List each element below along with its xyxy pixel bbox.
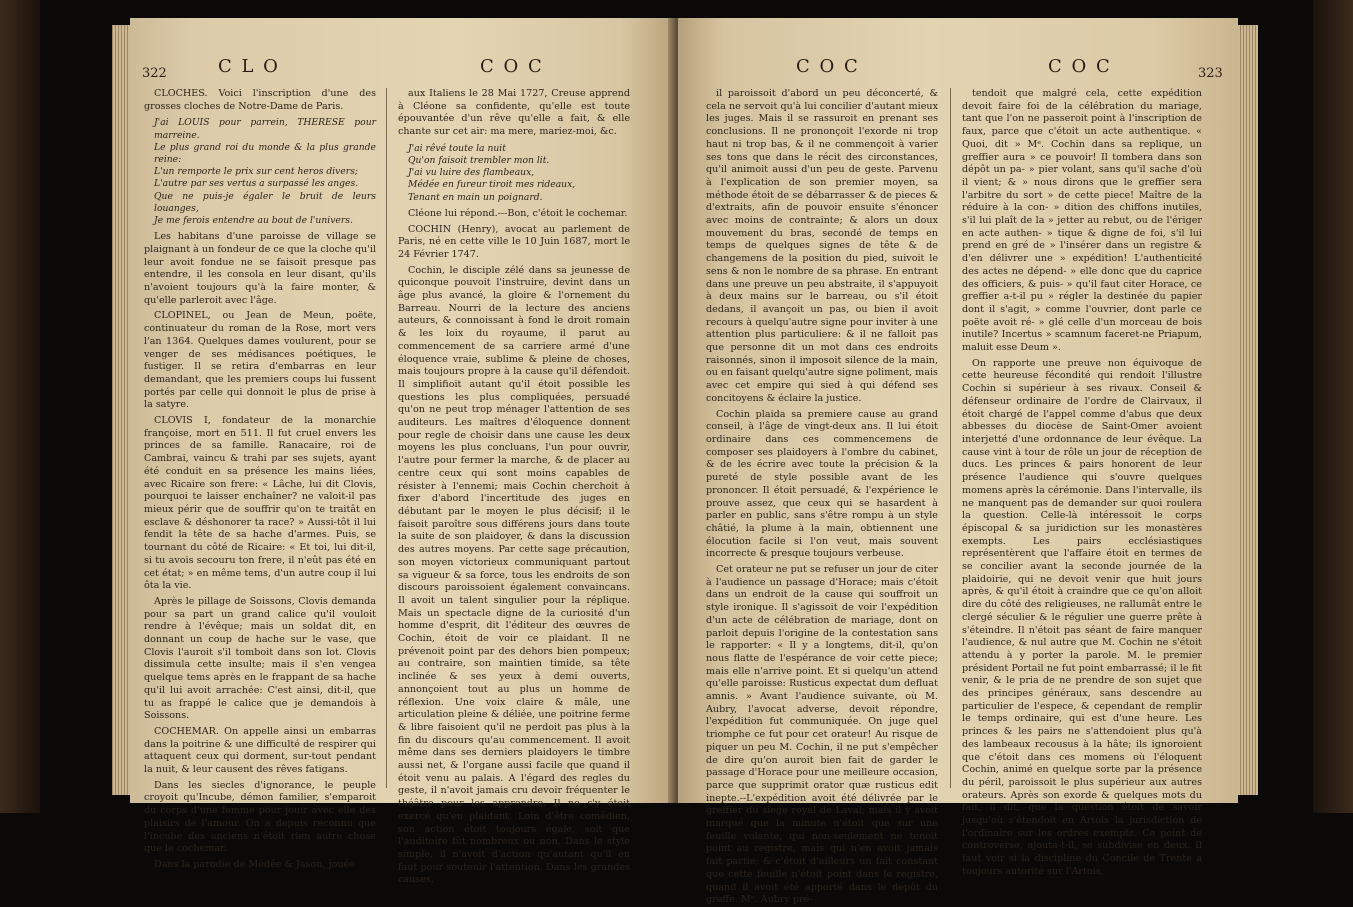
verse-line: Le plus grand roi du monde & la plus grande reine:: [154, 141, 376, 166]
paragraph: il paroissoit d'abord un peu déconcerté, & cela ne servoit qu'à lui concilier d'autant mieux les juges. Mais il se rassuroit en prenant ses conclusions. Il ne prononçoit l'exorde ni trop haut ni trop bas, & il ne commençoit à varier ses tons que dans le récit des circonstances, qu'il animoit aussi d'un peu de geste. Parvenu à l'explication de son premier moyen, sa méthode étoit de se débarrasser & de pieces & d'extraits, afin de pouvoir ensuite s'énoncer avec moins de contrainte; & alors un doux mouvement du bras, secondé de temps en temps de quelques signes de tête & de changemens de la position du pied, suivoit le sens & non le nombre de sa phrase. En entrant dans une preuve un peu abstraite, il s'appuyoit à deux mains sur le barreau, ou s'il étoit dedans, il avançoit un pas, ou bien il avoit recours à quelqu'autre signe pour inviter à une attention plus particuliere: & il ne falloit pas que personne dit un mot dans ces endroits raisonnés, sinon il imposoit silence de la main, ou en faisant quelqu'autre signe poliment, mais avec cet empire qui sied à qui défend ses concitoyens & éclaire la justice.: [706, 88, 938, 404]
verse-line: J'ai vu luire des flambeaux,: [408, 167, 535, 179]
paragraph: Cochin, le disciple zélé dans sa jeunesse de quiconque pouvoit l'instruire, devint dans un âge plus avancé, la gloire & l'ornement du Barreau. Nourri de la lecture des anciens auteurs, & connoissant à fond le droit romain & les loix du royaume, il parut au commencement de sa carriere armé d'une éloquence vraie, sublime & pleine de choses, mais toujours propre à la cause qu'il défendoit. Il simplifioit autant qu'il étoit possible les questions les plus compliquées, persuadé qu'on ne peut trop ménager l'attention de ses auditeurs. Les maîtres d'éloquence donnent pour regle de choisir dans une cause les deux moyens les plus concluans, l'un pour ouvrir, l'autre pour fermer la marche, & de placer au centre ceux qui sont moins capables de résister à l'ennemi; mais Cochin cherchoit à fixer d'abord l'incertitude des juges en débutant par le moyen le plus décisif; il le faisoit paroître sous différens jours dans toute la suite de son plaidoyer, & dans la discussion des autres moyens. Par cette sage précaution, son moyen victorieux communiquant partout sa vigueur & sa force, tous les endroits de son discours paroissoient également convaincans. Il avoit un talent singulier pour la réplique. Mais un spectacle digne de la curiosité d'un homme d'esprit, dit l'éditeur des œuvres de Cochin, étoit de voir ce plaidant. Il ne prévenoit point par des dehors bien pompeux; au contraire, son maintien timide, sa tête inclinée & ses yeux à demi ouverts, annonçoient tout au plus un homme de réflexion. Une voix claire & mâle, une articulation pleine & déliée, une poitrine ferme & libre faisoient qu'il ne perdoit pas plus à la fin du discours qu'au commencement. Il avoit même dans ses derniers plaidoyers le timbre aussi net, & l'organe aussi facile que quand il étoit venu au palais. A l'égard des regles du geste, il n'avoit jamais cru devoir fréquenter le théâtre pour les apprendre. Il ne s'y étoit exercé qu'en plaidant. Loin d'être comédien, son action étoit toujours égale, soit que l'auditoire fût nombreux ou non. Dans le style simple, il n'avoit d'action qu'autant qu'il en faut pour soutenir l'attention. Dans les grandes causes,: [398, 264, 630, 886]
column-rule: [386, 88, 387, 788]
verse-line: Médée en fureur tiroit mes rideaux,: [408, 179, 576, 191]
running-head-left: C O C: [796, 56, 860, 77]
left-binding: [0, 0, 40, 813]
verse-line: Que ne puis-je égaler le bruit de leurs louanges,: [154, 190, 376, 214]
paragraph: Dans les siecles d'ignorance, le peuple croyoit qu'Incube, démon familier, s'emparoit du corps d'une femme pour jouir avec elle des plaisirs de l'amour. On a depuis reconnu que l'incube des anciens n'étoit rien autre chose que le cochemar.: [144, 779, 376, 855]
right-page-column-2: [962, 88, 1202, 877]
entry-cloches: CLOCHES. Voici l'inscription d'une des grosses cloches de Notre-Dame de Paris.: [144, 88, 376, 112]
entry-clovis: CLOVIS I, fondateur de la monarchie françoise, mort en 511. Il fut cruel envers les princes de sa famille. Ranacaire, roi de Cambrai, vaincu & trahi par ses sujets, ayant été conduit en sa présence les mains liées, avec Ricaire son frere: « Lâche, lui dit Clovis, pourquoi te laisser enchaîner? ne valoit-il pas mieux périr que de souffrir qu'on te traitât en esclave & déshonorer ta race? » Aussi-tôt il lui fendit la tête de sa hache d'armes. Puis, se tournant du côté de Ricaire: « Et toi, lui dit-il, si tu avois secouru ton frere, il n'eût pas été en cet état; » en même tems, d'un autre coup il lui ôta la vie.: [144, 415, 376, 592]
verse-line: J'ai LOUIS pour parrein, THERESE pour marreine.: [154, 117, 376, 141]
running-head-right: C O C: [1048, 56, 1112, 77]
verse-line: L'un remporte le prix sur cent heros divers;: [154, 166, 359, 178]
paragraph: Les habitans d'une paroisse de village se plaignant à un fondeur de ce que la cloche qu'il leur avoit fondue ne se faisoit presque pas entendre, il les consola en leur disant, qu'ils n'avoient toujours qu'à la faire monter, & qu'elle parleroit avec l'âge.: [144, 231, 376, 306]
entry-clopinel: CLOPINEL, ou Jean de Meun, poëte, continuateur du roman de la Rose, mort vers l'an 1364. Quelques dames voulurent, pour se venger de ses médisances poétiques, le fustiger. Il se retira d'embarras en leur demandant, que les premiers coups lui fussent portés par celle qui donnoit le plus de prise à la satyre.: [144, 310, 376, 411]
right-page: [678, 18, 1238, 906]
entry-cochin: COCHIN (Henry), avocat au parlement de Paris, né en cette ville le 10 Juin 1687, mort le 24 Février 1747.: [398, 223, 630, 260]
page-number-right: 323: [1198, 66, 1223, 81]
page-number-left: 322: [142, 66, 167, 81]
right-page-edges: [1238, 25, 1258, 795]
left-page-column-1: [144, 88, 376, 870]
right-page-column-1: [706, 88, 938, 906]
paragraph: Cochin plaida sa premiere cause au grand conseil, à l'âge de vingt-deux ans. Il lui étoit ordinaire dans ces commencemens de composer ses plaidoyers à l'ombre du cabinet, & de les écrire avec toute la précision & la pureté de style possible avant de les prononcer. Il étoit persuadé, & l'expérience le prouve assez, que ceux qui se hasardent à parler en public, sans s'être rompu à un style châtié, la plume à la main, obtiennent une élocution facile si l'on veut, mais souvent incorrecte & presque toujours verbeuse.: [706, 408, 938, 560]
right-binding: [1313, 0, 1353, 813]
column-rule: [950, 88, 951, 788]
bell-inscription-verse: [154, 117, 376, 227]
verse-line: Tenant en main un poignard.: [408, 191, 543, 203]
paragraph: Dans la parodie de Médée & Jason, jouée: [154, 858, 355, 870]
left-page-column-2: [398, 88, 630, 886]
paragraph: aux Italiens le 28 Mai 1727, Creuse apprend à Cléone sa confidente, qu'elle est toute épouvantée d'un rêve qu'elle a fait, & elle chante sur cet air: ma mere, mariez-moi, &c.: [398, 88, 630, 138]
song-verse: [408, 143, 630, 204]
running-head-left: C L O: [218, 56, 280, 77]
verse-line: Qu'on faisoit trembler mon lit.: [408, 155, 550, 167]
paragraph: On rapporte une preuve non équivoque de cette heureuse fécondité qui rendoit l'illustre Cochin si supérieur à ses rivaux. Conseil & défenseur ordinaire de l'ordre de Clairvaux, il étoit chargé de l'appel comme d'abus que deux abbesses du diocèse de Saint-Omer avoient interjetté d'une ordonnance de leur évêque. La cause vint à tour de rôle un jour de réception de ducs. Les princes & pairs honorent de leur présence l'audience qui s'ouvre quelques momens après la cérémonie. Dans l'intervalle, ils ne manquent pas de demander sur quoi roulera la question. Celle-là intéressoit le corps épiscopal & sa juridiction sur les monastères exempts. Les pairs ecclésiastiques représentèrent que l'affaire étoit en termes de se concilier avant la seconde journée de la plaidoirie, qui ne devoit venir que huit jours après, & qu'il étoit à craindre que ce qu'on alloit dire du côté des religieuses, ne rallumât entre le clergé séculier & le régulier une guerre prête à s'éteindre. Il n'étoit pas séant de faire manquer l'audience, & nul autre que M. Cochin ne s'étoit attendu à y porter la parole. M. le premier président Portail ne fut point embarrassé; il le fit venir, & le pria de ne prendre de son sujet que des principes généraux, sans descendre au particulier de l'espece, & cependant de remplir le temps ordinaire, qui est d'une heure. Les princes & les pairs ne s'attendoient plus qu'à des lambeaux recousus à la hâte; ils ignoroient que c'étoit dans ces momens où l'éloquent Cochin, animé en quelque sorte par la présence du péril, paroissoit le plus supérieur aux autres orateurs. Après son exorde & quelques mots du fait, il dit, que la question étoit de savoir jusqu'où s'étendoit en Artois la jurisdiction de l'ordinaire sur les ordres exempts. Ce point de controverse, ajouta-t-il, se subdivise en deux. Il faut voir si la discipline du Concile de Trente a toujours autorité sur l'Artois,: [962, 357, 1202, 877]
paragraph: Cléone lui répond.---Bon, c'étoit le cochemar.: [408, 207, 628, 219]
paragraph: Cet orateur ne put se refuser un jour de citer à l'audience un passage d'Horace; mais c'étoit dans un endroit de la cause qui souffroit un style ironique. Il s'agissoit de voir l'expédition d'un acte de célébration de mariage, dont on parloit depuis l'origine de la contestation sans le rapporter: « Il y a longtems, dit-il, qu'on nous flatte de l'espérance de voir cette piece; mais elle n'arrive point. Et si quelqu'un attend qu'elle paroisse: Rusticus expectat dum defluat amnis. » Avant l'audience suivante, où M. Aubry, l'avocat adverse, devoit répondre, l'expédition fut communiquée. On juge quel triomphe ce fut pour cet orateur! Au risque de piquer un peu M. Cochin, il ne put s'empêcher de dire qu'on auroit bien fait de garder le passage d'Horace pour une meilleure occasion, parce que supprimit orator quæ rusticus edit inepte.--L'expédition avoit été délivrée par le greffier du siege royal de Laval; mais il y avoit marqué que la minute n'étoit que sur une feuille volante, qui non-seulement ne tenoit point au registre, mais qui n'en avoit jamais fait partie; & c'étoit d'ailleurs un fait constant que cette feuille n'étoit point dans le registre, quand il avoit été apporté dans le dépôt du greffe. Mᵉ. Aubry pré-: [706, 564, 938, 906]
verse-line: Je me ferois entendre au bout de l'univers.: [154, 215, 353, 227]
paragraph: Après le pillage de Soissons, Clovis demanda pour sa part un grand calice qu'il vouloit rendre à l'évêque; mais un soldat dit, en donnant un coup de hache sur le vase, que Clovis l'auroit s'il tomboit dans son lot. Clovis dissimula cette insulte; mais il s'en vengea quelque tems après en le frappant de sa hache qu'il lui avoit arrachée: C'est ainsi, dit-il, que tu as frappé le calice que je demandois à Soissons.: [144, 595, 376, 722]
left-page-edges: [112, 25, 130, 795]
paragraph: tendoit que malgré cela, cette expédition devoit faire foi de la célébration du mariage, tant que l'on ne passeroit point à l'inscription de faux, parce que c'étoit un acte authentique. « Quoi, dit » Mᵉ. Cochin dans sa replique, un greffier aura » ce pouvoir! Il tombera dans son dépôt un pa- » pier volant, sans qu'il sache d'où il vient; & » nous dirons que le greffier sera l'arbitre du sort » de cette piece! Maître de la réduire à la con- » dition des chiffons inutiles, s'il lui plaît de la » jetter au rebut, ou de l'ériger en acte authen- » tique & digne de foi, s'il lui prend en gré de » l'insérer dans un registre & d'en délivrer une » expédition! L'authenticité des actes ne dépend- » elle donc que du caprice des officiers, & puis- » qu'il faut citer Horace, ce greffier a-t-il pu » régler la destinée du papier dont il s'agit, » comme l'ouvrier, dont parle ce poëte avoit ré- » glé celle d'un morceau de bois inutile? Incertus » scamnum faceret-ne Priapum, maluit esse Deum ».: [962, 88, 1202, 354]
running-head-right: C O C: [480, 56, 544, 77]
verse-line: J'ai rêvé toute la nuit: [408, 142, 506, 154]
left-page: [130, 18, 675, 886]
verse-line: L'autre par ses vertus a surpassé les anges.: [154, 178, 359, 190]
entry-cochemar: COCHEMAR. On appelle ainsi un embarras dans la poitrine & une difficulté de respirer qui attaquent ceux qui dorment, sur-tout pendant la nuit, & leur causent des rêves fatigans.: [144, 725, 376, 776]
